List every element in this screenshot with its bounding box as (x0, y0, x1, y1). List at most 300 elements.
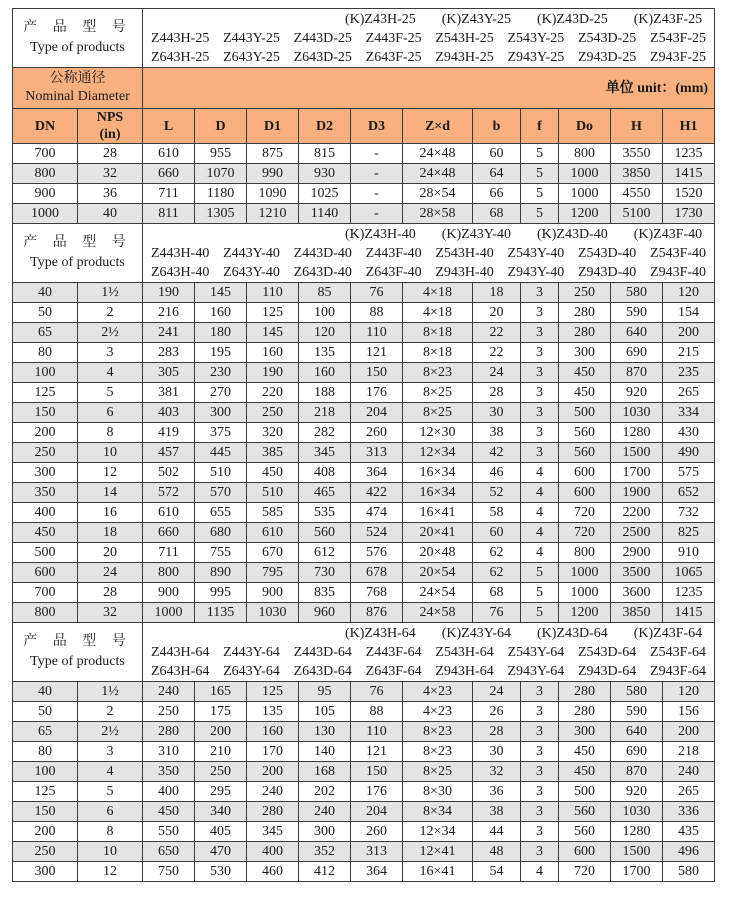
table-cell: 800 (13, 603, 78, 623)
model-code: Z643F-25 (365, 49, 422, 65)
table-cell: 652 (663, 483, 715, 503)
model-code: Z543Y-64 (507, 644, 565, 660)
table-cell: 60 (473, 523, 521, 543)
table-cell: 65 (13, 323, 78, 343)
table-cell: 364 (351, 862, 403, 882)
table-cell: 811 (143, 204, 195, 224)
model-code: Z443H-40 (151, 245, 210, 261)
model-code: Z443H-64 (151, 644, 210, 660)
table-cell: 280 (143, 722, 195, 742)
table-cell: 150 (351, 762, 403, 782)
table-cell: 76 (473, 603, 521, 623)
table-cell: 24×58 (403, 603, 473, 623)
table-cell: 381 (143, 383, 195, 403)
table-cell: 218 (299, 403, 351, 423)
table-row (13, 543, 715, 563)
type-label-en: Type of products (30, 654, 125, 669)
table-row (13, 822, 715, 842)
table-cell: 176 (351, 383, 403, 403)
table-cell: 345 (299, 443, 351, 463)
table-cell: 580 (611, 682, 663, 702)
table-cell: 280 (247, 802, 299, 822)
table-cell: 720 (559, 523, 611, 543)
table-cell: 412 (299, 862, 351, 882)
table-cell: 313 (351, 443, 403, 463)
table-cell: 590 (611, 702, 663, 722)
table-cell: 300 (13, 862, 78, 882)
table-cell: 8×25 (403, 403, 473, 423)
table-cell: 690 (611, 343, 663, 363)
table-cell: 5 (521, 164, 559, 184)
table-row (13, 762, 715, 782)
table-cell: 445 (195, 443, 247, 463)
table-cell: 20×41 (403, 523, 473, 543)
table-cell: 190 (143, 283, 195, 303)
table-cell: 282 (299, 423, 351, 443)
table-cell: 265 (663, 782, 715, 802)
model-code: Z643D-25 (293, 49, 352, 65)
table-cell: 24×54 (403, 583, 473, 603)
table-cell: 375 (195, 423, 247, 443)
table-cell: 46 (473, 463, 521, 483)
table-cell: 8×23 (403, 722, 473, 742)
table-cell: 240 (143, 682, 195, 702)
model-code: (K)Z43Y-40 (441, 226, 511, 242)
table-row (13, 184, 715, 204)
table-cell: 550 (143, 822, 195, 842)
table-cell: 340 (195, 802, 247, 822)
table-cell: 204 (351, 403, 403, 423)
model-code: Z443Y-25 (223, 30, 280, 46)
table-cell: 154 (663, 303, 715, 323)
table-cell: 1090 (247, 184, 299, 204)
model-code: Z943F-25 (650, 49, 707, 65)
table-cell: 48 (473, 842, 521, 862)
table-cell: 40 (13, 283, 78, 303)
table-cell: 30 (473, 403, 521, 423)
table-cell: 490 (663, 443, 715, 463)
table-cell: 711 (143, 184, 195, 204)
table-cell: 1900 (611, 483, 663, 503)
table-cell: 80 (13, 343, 78, 363)
table-cell: 305 (143, 363, 195, 383)
table-cell: 125 (13, 383, 78, 403)
table-cell: 28 (473, 722, 521, 742)
table-cell: 250 (13, 842, 78, 862)
table-cell: 160 (299, 363, 351, 383)
model-code: (K)Z43D-64 (536, 625, 608, 641)
table-cell: 364 (351, 463, 403, 483)
table-cell: 3 (521, 722, 559, 742)
table-cell: 280 (559, 682, 611, 702)
model-code: (K)Z43F-40 (633, 226, 703, 242)
table-cell: 100 (13, 762, 78, 782)
table-cell: 450 (13, 523, 78, 543)
table-cell: 835 (299, 583, 351, 603)
type-label-cell (13, 623, 143, 682)
table-cell: 450 (247, 463, 299, 483)
table-cell: 408 (299, 463, 351, 483)
table-cell: 465 (299, 483, 351, 503)
table-cell: 110 (351, 323, 403, 343)
table-cell: 280 (559, 303, 611, 323)
table-row (13, 403, 715, 423)
model-code: Z543F-40 (650, 245, 707, 261)
model-code: (K)Z43H-25 (345, 11, 416, 27)
table-cell: 16 (78, 503, 143, 523)
table-cell: 88 (351, 303, 403, 323)
table-cell: 3850 (611, 164, 663, 184)
table-cell: 5 (521, 603, 559, 623)
table-row (13, 503, 715, 523)
table-cell: 54 (473, 862, 521, 882)
table-cell: - (351, 204, 403, 224)
table-cell: 600 (559, 842, 611, 862)
table-cell: 995 (195, 583, 247, 603)
table-row (13, 323, 715, 343)
table-cell: 12×41 (403, 842, 473, 862)
table-cell: 870 (611, 363, 663, 383)
table-cell: 3 (521, 782, 559, 802)
table-cell: 1070 (195, 164, 247, 184)
table-cell: 800 (559, 144, 611, 164)
table-cell: 640 (611, 722, 663, 742)
type-of-products-row (13, 224, 715, 283)
table-cell: 170 (247, 742, 299, 762)
table-cell: 4×18 (403, 303, 473, 323)
table-cell: 85 (299, 283, 351, 303)
table-cell: 1210 (247, 204, 299, 224)
table-cell: 3850 (611, 603, 663, 623)
column-header: f (521, 109, 559, 144)
table-cell: 1200 (559, 204, 611, 224)
table-cell: 876 (351, 603, 403, 623)
table-cell: 4 (521, 523, 559, 543)
table-cell: 470 (195, 842, 247, 862)
table-cell: 4 (521, 503, 559, 523)
model-code: Z643D-64 (293, 663, 352, 679)
table-cell: 283 (143, 343, 195, 363)
table-cell: 450 (143, 802, 195, 822)
table-cell: 125 (13, 782, 78, 802)
table-row (13, 483, 715, 503)
table-cell: 36 (78, 184, 143, 204)
table-cell: 62 (473, 543, 521, 563)
model-list (143, 224, 715, 283)
table-cell: 8×23 (403, 363, 473, 383)
type-label-cell (13, 224, 143, 283)
table-cell: 560 (559, 802, 611, 822)
table-cell: 700 (13, 144, 78, 164)
table-cell: 900 (143, 583, 195, 603)
table-cell: 202 (299, 782, 351, 802)
table-cell: 68 (473, 204, 521, 224)
table-row (13, 742, 715, 762)
model-list (143, 9, 715, 68)
table-cell: 2½ (78, 722, 143, 742)
table-cell: 280 (559, 702, 611, 722)
table-cell: 110 (351, 722, 403, 742)
model-code: Z443F-64 (365, 644, 422, 660)
table-cell: 8 (78, 822, 143, 842)
table-cell: 2 (78, 303, 143, 323)
model-code: (K)Z43F-25 (633, 11, 703, 27)
type-label-cn: 产 品 型 号 (23, 634, 132, 649)
table-cell: 168 (299, 762, 351, 782)
table-cell: 145 (247, 323, 299, 343)
table-cell: 580 (611, 283, 663, 303)
table-cell: 176 (351, 782, 403, 802)
table-cell: 610 (143, 144, 195, 164)
table-cell: 640 (611, 323, 663, 343)
model-row (151, 263, 714, 282)
table-cell: 600 (559, 483, 611, 503)
table-cell: 32 (78, 164, 143, 184)
column-header: H1 (663, 109, 715, 144)
table-row (13, 463, 715, 483)
model-code: Z943H-40 (435, 264, 494, 280)
model-code: Z643D-40 (293, 264, 352, 280)
table-cell: 65 (13, 722, 78, 742)
table-cell: 990 (247, 164, 299, 184)
column-header-dn: DN (13, 109, 78, 144)
model-code: (K)Z43H-40 (345, 226, 416, 242)
table-cell: 345 (247, 822, 299, 842)
table-cell: - (351, 184, 403, 204)
table-cell: 120 (663, 283, 715, 303)
model-code: Z543F-25 (650, 30, 707, 46)
table-cell: 250 (559, 283, 611, 303)
table-cell: 100 (13, 363, 78, 383)
table-cell: 36 (473, 782, 521, 802)
table-cell: 2200 (611, 503, 663, 523)
table-cell: 165 (195, 682, 247, 702)
table-cell: 3 (521, 343, 559, 363)
table-cell: 450 (559, 742, 611, 762)
model-code: Z443Y-40 (223, 245, 280, 261)
model-code: Z943F-64 (650, 663, 707, 679)
table-row (13, 563, 715, 583)
table-row (13, 682, 715, 702)
table-cell: 250 (13, 443, 78, 463)
table-cell: 3500 (611, 563, 663, 583)
table-cell: 732 (663, 503, 715, 523)
table-cell: 670 (247, 543, 299, 563)
column-header-row (13, 109, 715, 144)
model-code: (K)Z43Y-25 (441, 11, 511, 27)
type-label-en: Type of products (30, 40, 125, 55)
nominal-diameter-label (13, 68, 143, 109)
column-header: Z×d (403, 109, 473, 144)
table-cell: 334 (663, 403, 715, 423)
table-cell: 20×48 (403, 543, 473, 563)
table-cell: 88 (351, 702, 403, 722)
table-cell: 1700 (611, 463, 663, 483)
model-code: Z643Y-64 (223, 663, 280, 679)
table-cell: 16×34 (403, 483, 473, 503)
table-cell: 1235 (663, 583, 715, 603)
table-cell: 690 (611, 742, 663, 762)
type-label-en: Type of products (30, 255, 125, 270)
table-cell: 1000 (143, 603, 195, 623)
table-cell: 295 (195, 782, 247, 802)
model-code: Z443Y-64 (223, 644, 280, 660)
table-cell: 385 (247, 443, 299, 463)
table-cell: 610 (143, 503, 195, 523)
table-cell: 80 (13, 742, 78, 762)
table-cell: 105 (299, 702, 351, 722)
table-cell: 200 (663, 323, 715, 343)
table-cell: 52 (473, 483, 521, 503)
table-cell: 150 (13, 802, 78, 822)
table-cell: 500 (13, 543, 78, 563)
table-row (13, 363, 715, 383)
table-cell: 12 (78, 862, 143, 882)
table-cell: 590 (611, 303, 663, 323)
nps-label: NPS (96, 110, 124, 125)
table-cell: 400 (143, 782, 195, 802)
table-row (13, 782, 715, 802)
table-cell: 400 (13, 503, 78, 523)
nps-unit: (in) (99, 127, 121, 142)
table-cell: 22 (473, 343, 521, 363)
table-cell: 496 (663, 842, 715, 862)
table-cell: 5 (521, 204, 559, 224)
table-cell: 180 (195, 323, 247, 343)
table-cell: 795 (247, 563, 299, 583)
table-cell: 535 (299, 503, 351, 523)
type-label-cell (13, 9, 143, 68)
model-code: Z543F-64 (650, 644, 707, 660)
table-cell: 38 (473, 423, 521, 443)
table-cell: 216 (143, 303, 195, 323)
model-code: Z543H-25 (435, 30, 494, 46)
model-code: Z943D-25 (577, 49, 637, 65)
table-cell: 3 (521, 443, 559, 463)
table-cell: 24×48 (403, 164, 473, 184)
table-cell: 680 (195, 523, 247, 543)
table-cell: 22 (473, 323, 521, 343)
table-cell: 250 (195, 762, 247, 782)
table-cell: 240 (299, 802, 351, 822)
table-cell: 510 (247, 483, 299, 503)
table-cell: 175 (195, 702, 247, 722)
table-row (13, 842, 715, 862)
table-cell: 6 (78, 802, 143, 822)
table-cell: 160 (195, 303, 247, 323)
unit-label: 单位 unit：(mm) (143, 68, 715, 109)
table-cell: 300 (559, 343, 611, 363)
table-cell: 8 (78, 423, 143, 443)
table-cell: 1½ (78, 682, 143, 702)
table-cell: 3 (521, 423, 559, 443)
column-header: b (473, 109, 521, 144)
table-cell: 560 (559, 423, 611, 443)
table-cell: 5 (78, 383, 143, 403)
table-cell: 6 (78, 403, 143, 423)
model-row (151, 29, 714, 48)
table-cell: 28×58 (403, 204, 473, 224)
model-code: (K)Z43H-64 (345, 625, 416, 641)
table-cell: 580 (663, 862, 715, 882)
table-cell: 8×25 (403, 383, 473, 403)
table-cell: 3 (521, 363, 559, 383)
table-cell: 68 (473, 583, 521, 603)
table-cell: 960 (299, 603, 351, 623)
k-model-row (151, 624, 714, 643)
table-cell: 188 (299, 383, 351, 403)
table-cell: 160 (247, 722, 299, 742)
table-cell: 3 (521, 283, 559, 303)
column-header: D2 (299, 109, 351, 144)
table-cell: 500 (559, 403, 611, 423)
table-cell: 3 (521, 323, 559, 343)
table-cell: 1025 (299, 184, 351, 204)
table-cell: 240 (247, 782, 299, 802)
model-list (143, 623, 715, 682)
table-cell: 204 (351, 802, 403, 822)
table-cell: 1200 (559, 603, 611, 623)
table-cell: 400 (247, 842, 299, 862)
table-cell: 218 (663, 742, 715, 762)
table-cell: 241 (143, 323, 195, 343)
table-cell: 3 (78, 343, 143, 363)
table-cell: 28 (78, 144, 143, 164)
model-code: Z943D-64 (577, 663, 637, 679)
table-cell: 1280 (611, 822, 663, 842)
table-cell: 3 (521, 762, 559, 782)
table-cell: 3 (521, 842, 559, 862)
table-cell: 2½ (78, 323, 143, 343)
model-row (151, 244, 714, 263)
table-cell: 10 (78, 842, 143, 862)
table-cell: 336 (663, 802, 715, 822)
table-cell: 352 (299, 842, 351, 862)
table-cell: 24 (78, 563, 143, 583)
table-cell: 100 (299, 303, 351, 323)
table-cell: 650 (143, 842, 195, 862)
table-cell: 32 (473, 762, 521, 782)
table-cell: 200 (13, 822, 78, 842)
table-cell: 1065 (663, 563, 715, 583)
table-cell: 1140 (299, 204, 351, 224)
table-cell: 350 (143, 762, 195, 782)
model-code: Z443D-40 (293, 245, 352, 261)
table-cell: 50 (13, 303, 78, 323)
table-cell: 210 (195, 742, 247, 762)
table-cell: 28 (78, 583, 143, 603)
table-cell: 4 (78, 363, 143, 383)
table-cell: 44 (473, 822, 521, 842)
model-code: (K)Z43Y-64 (441, 625, 511, 641)
table-cell: 560 (559, 822, 611, 842)
table-row (13, 862, 715, 882)
table-cell: 8×23 (403, 742, 473, 762)
table-cell: 38 (473, 802, 521, 822)
table-cell: 660 (143, 523, 195, 543)
table-cell: 16×41 (403, 862, 473, 882)
table-row (13, 283, 715, 303)
table-cell: 920 (611, 782, 663, 802)
model-code: Z443F-25 (365, 30, 422, 46)
table-cell: 403 (143, 403, 195, 423)
table-cell: 2900 (611, 543, 663, 563)
table-cell: 450 (559, 363, 611, 383)
table-cell: 265 (663, 383, 715, 403)
table-cell: 1000 (559, 164, 611, 184)
table-cell: 655 (195, 503, 247, 523)
model-code: Z543H-40 (435, 245, 494, 261)
